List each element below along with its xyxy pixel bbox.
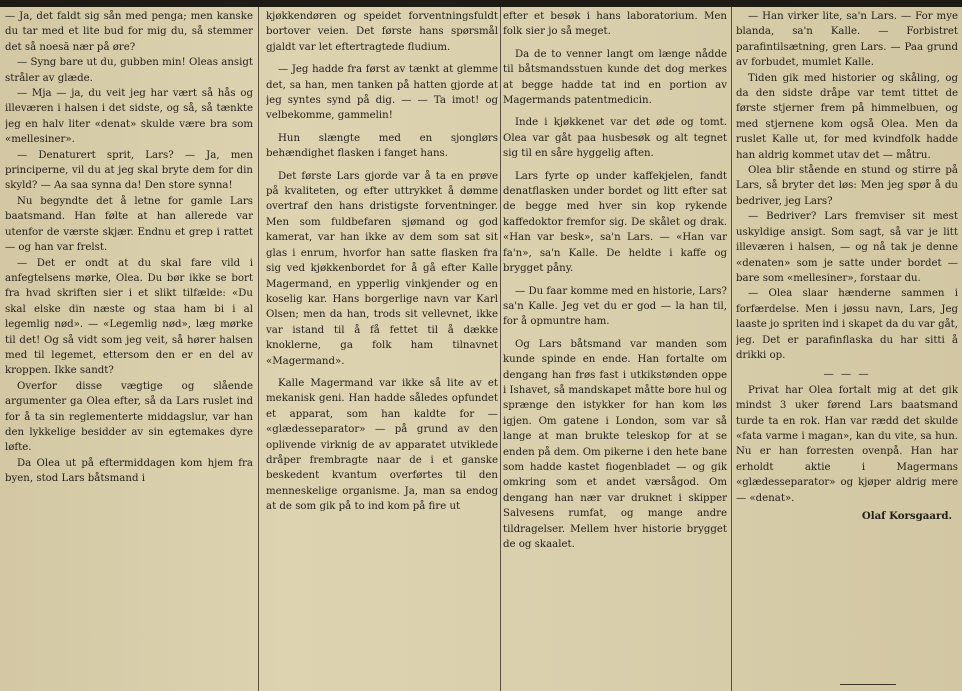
signature-rule: [840, 684, 896, 685]
paragraph: — Det er ondt at du skal fare vild i anfegtelsens mørke, Olea. Du bør ikke se bort fra hvad skriften sier i et slikt tilfælde: «Du skal elske din næste og staa ham bi i al legemlig nød». — «Legemlig nød», læg mørke til det! Og så vidt som jeg veit, så hører halsen med til legemet, ettersom den er en del av kroppen. Ikke sandt?: [5, 257, 253, 377]
paragraph: Da de to venner langt om længe nådde til båtsmandsstuen kunde det dog merkes at begge hadde tat ind en portion av Magermands patentmedicin.: [503, 48, 727, 107]
paragraph: — Jeg hadde fra først av tænkt at glemme det, sa han, men tanken på hatten gjorde at jeg syntes synd på dig. — — Ta imot! og velbekomme, gammelin!: [266, 64, 498, 122]
paragraph: Da Olea ut på eftermiddagen kom hjem fra byen, stod Lars båtsmand i: [5, 457, 253, 485]
paragraph: Nu begyndte det å letne for gamle Lars baatsmand. Han følte at han allerede var utenfor de værste skjær. Endnu et grep i rattet — og han var frelst.: [5, 195, 253, 254]
paragraph: — Mja — ja, du veit jeg har vært så hås og illeværen i halsen i det sidste, og så, så tænkte jeg en halv liter «denat» skulde være bra som «mellesiner».: [5, 88, 253, 146]
paragraph: Tiden gik med historier og skåling, og da den sidste dråpe var temt tittet de første stjerner frem på himmelbuen, og med stjernene kom også Olea. Men da ruslet Kalle ut, for med kvindfolk hadde han aldrig kommet utav det — måtru.: [736, 72, 958, 161]
text-column-3: [503, 9, 727, 689]
paragraph: — Du faar komme med en historie, Lars? sa'n Kalle. Jeg vet du er god — la han til, for å opmuntre ham.: [503, 285, 727, 328]
paragraph: Olea blir stående en stund og stirre på Lars, så bryter det løs: Men jeg spør å du bedriver, jeg Lars?: [736, 165, 958, 207]
paragraph: Overfor disse vægtige og slående argumenter ga Olea efter, så da Lars ruslet ind for å ta sin reglementerte middagslur, var han den lykkelige besidder av sin egtemakes dyre løfte.: [5, 380, 253, 454]
section-separator: — — —: [823, 369, 871, 381]
paragraph: — Denaturert sprit, Lars? — Ja, men principerne, vil du at jeg skal bryte dem for din skyld? — Aa saa synna da! Den store synna!: [5, 149, 253, 192]
paragraph: Det første Lars gjorde var å ta en prøve på kvaliteten, og efter uttrykket å dømme overtraf den hans dristigste forventninger. Men som fuldbefaren sjømand og god kamerat, var han ikke av dem som sat sit glas i enrum, hvorfor han satte flasken fra sig ved kjøkkenbordet for å gå efter Kalle Magermand, en ypperlig vinkjender og en koselig kar. Hans borgerlige navn var Karl Olsen; men da han, trods sit vellevnet, ikke var istand til å få fettet til å dække knoklerne, ga folk ham tilnavnet «Magermand».: [266, 170, 498, 367]
paragraph: — Han virker lite, sa'n Lars. — For mye blanda, sa'n Kalle. — Forbistret parafintilsætning, gren Lars. — Paa grund av forbudet, mumlet Kalle.: [736, 11, 958, 69]
author-signature: Olaf Korsgaard.: [861, 510, 952, 522]
paragraph: Og Lars båtsmand var manden som kunde spinde en ende. Han fortalte om dengang han frøs fast i utkikstønden oppe i Ishavet, så mandskapet måtte bore hul og sprænge den istykker for han kom løs igjen. Om gatene i London, som var så lange at man brukte teleskop for at se enden på dem. Om pikerne i den hete bane som hadde kastet fiogenbladet — og gik omkring som et andet værsågod. Om dengang han nær var druknet i skipper Salvesens rumfat, og mange andre tildragelser. Mellem hver historie brygget de og skaalet.: [503, 338, 727, 550]
column-divider: [258, 7, 259, 691]
paragraph: Lars fyrte op under kaffekjelen, fandt denatflasken under bordet og litt efter sat de begge med hver sin kop rykende kaffedoktor fremfor sig. De skålet og drak. «Han var besk», sa'n Lars. — «Han var fa'n», sa'n Kalle. De heldte i kaffe og brygget påny.: [503, 170, 727, 275]
paragraph: kjøkkendøren og speidet forventningsfuldt bortover veien. Det første hans spørsmål gjaldt var let eftertragtede fludium.: [266, 11, 498, 53]
paragraph: — Bedriver? Lars fremviser sit mest uskyldige ansigt. Som sagt, så var je litt illeværen i halsen, — og nå tak je denne «denaten» som je satte under bordet — bare som «mellesiner», forstaar du.: [736, 211, 958, 284]
text-column-2: [266, 9, 498, 689]
paragraph: — Syng bare ut du, gubben min! Oleas ansigt stråler av glæde.: [5, 57, 253, 84]
paragraph: Hun slængte med en sjonglørs behændighet flasken i fanget hans.: [266, 132, 498, 160]
paragraph: efter et besøk i hans laboratorium. Men folk sier jo så meget.: [503, 11, 727, 38]
paragraph: — Ja, det faldt sig sån med penga; men kanske du tar med et lite bud for mig du, så stemmer det så noesă nær på øre?: [5, 11, 253, 53]
text-column-4: [736, 9, 958, 689]
paragraph: Kalle Magermand var ikke så lite av et mekanisk geni. Han hadde således opfundet et apparat, som han kaldte for — «glædesseparator» — på grund av den oplivende virknig de av apparatet utviklede dråper frembragte naar de i et ganske beskedent kvantum overførtes til den menneskelige organisme. Ja, man sa endog at de som gik på to ind kom på fire ut: [266, 377, 498, 513]
paragraph: Inde i kjøkkenet var det øde og tomt. Olea var gåt paa husbesøk og alt tegnet sig til en såre hyggelig aften.: [503, 117, 727, 160]
column-divider: [731, 7, 732, 691]
top-border-rule: [0, 0, 962, 7]
column-divider: [500, 7, 501, 691]
paragraph: — Olea slaar hænderne sammen i forfærdelse. Men i jøssu navn, Lars, Jeg laaste jo spriten ind i skapet da du var gåt, jeg. Det er parafinflaska du har sitti å drikki op.: [736, 288, 958, 361]
closing-paragraph: Privat har Olea fortalt mig at det gik mindst 3 uker førend Lars baatsmand turde ta en rok. Han var rædd det skulde «fata varme i magan», kan du vite, sa hun. Nu er han forresten ovenpå. Han har erholdt aktie i Magermans «glædesseparator» og kjøper aldrig mere — «denat».: [736, 384, 958, 504]
text-column-1: [5, 9, 253, 689]
